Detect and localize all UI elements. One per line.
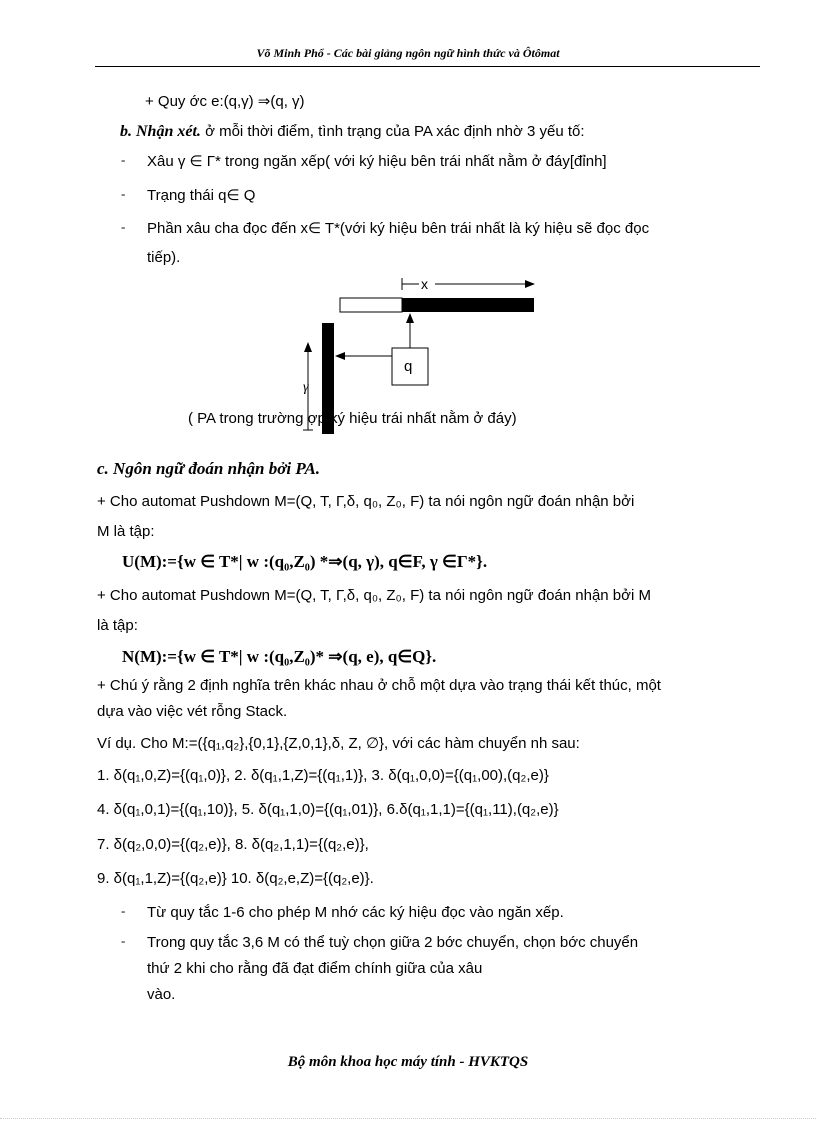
- figure-caption: ( PA trong trường ợp ký hiệu trái nhất nằm ở đáy): [188, 410, 517, 427]
- gamma-label: γ: [303, 380, 309, 395]
- gamma-arrowhead-icon: [304, 342, 312, 352]
- text-line: Trong quy tắc 3,6 M có thể tuỳ chọn giữa 2 bớc chuyển, chọn bớc chuyển: [147, 934, 639, 951]
- section-b-text: ở mỗi thời điểm, tình trạng của PA xác định nhờ 3 yếu tố:: [200, 123, 585, 140]
- definition-n: N(M):={w ∈ T*| w :(q₀,Z₀)* ⇒(q, e), q∈Q}.: [122, 647, 437, 666]
- rule-line: 1. δ(q₁,0,Z)={(q₁,0)}, 2. δ(q₁,1,Z)={(q₁,1)}, 3. δ(q₁,0,0)={(q₁,00),(q₂,e)}: [97, 767, 549, 784]
- text-line: + Cho automat Pushdown M=(Q, T, Γ,δ, q₀, Z₀, F) ta nói ngôn ngữ đoán nhận bởi M: [97, 587, 651, 604]
- head-arrowhead-icon: [406, 313, 414, 323]
- page-header: Võ Minh Phổ - Các bài giảng ngôn ngữ hình thức và Ôtômat: [256, 46, 560, 60]
- page-footer: Bộ môn khoa học máy tính - HVKTQS: [287, 1054, 529, 1070]
- text-line: Phần xâu cha đọc đến x∈ T*(với ký hiệu bên trái nhất là ký hiệu sẽ đọc đọc: [147, 220, 650, 237]
- bullet-dash: -: [121, 152, 126, 167]
- text-line: + Quy ớc e:(q,γ) ⇒(q, γ): [145, 93, 305, 110]
- section-b-heading: b. Nhận xét.: [120, 123, 201, 140]
- rule-line: 9. δ(q₁,1,Z)={(q₂,e)} 10. δ(q₂,e,Z)={(q₂,e)}.: [97, 870, 374, 887]
- definition-u: U(M):={w ∈ T*| w :(q₀,Z₀) *⇒(q, γ), q∈F, γ ∈Γ*}.: [122, 552, 488, 571]
- text-line: thứ 2 khi cho rằng đã đạt điểm chính giữa của xâu: [147, 960, 483, 977]
- example-intro: Ví dụ. Cho M:=({q₁,q₂},{0,1},{Z,0,1},δ, Z, ∅}, với các hàm chuyển nh sau:: [97, 735, 580, 752]
- page-bottom-rule: [0, 1118, 816, 1119]
- text-line: + Cho automat Pushdown M=(Q, T, Γ,δ, q₀, Z₀, F) ta nói ngôn ngữ đoán nhận bởi: [97, 493, 635, 510]
- section-c-heading: c. Ngôn ngữ đoán nhận bởi PA.: [97, 459, 321, 478]
- bullet-dash: -: [121, 903, 126, 918]
- text-line: tiếp).: [147, 249, 181, 266]
- bullet-dash: -: [121, 933, 126, 948]
- text-line: Từ quy tắc 1-6 cho phép M nhớ các ký hiệu đọc vào ngăn xếp.: [147, 904, 564, 921]
- text-line: Xâu γ ∈ Γ* trong ngăn xếp( với ký hiệu bên trái nhất nằm ở đáy[đỉnh]: [147, 153, 607, 170]
- x-arrowhead-icon: [525, 280, 535, 288]
- x-label: x: [421, 276, 428, 292]
- tape-read-part: [340, 298, 402, 312]
- header-rule: [95, 66, 760, 67]
- tape-unread-part: [402, 298, 534, 312]
- rule-line: 7. δ(q₂,0,0)={(q₂,e)}, 8. δ(q₂,1,1)={(q₂,e)},: [97, 836, 369, 853]
- text-line: Trạng thái q∈ Q: [147, 187, 256, 204]
- text-line: vào.: [147, 986, 176, 1003]
- bullet-dash: -: [121, 186, 126, 201]
- text-line: [120, 122, 585, 142]
- text-line: dựa vào việc vét rỗng Stack.: [97, 703, 288, 720]
- rule-line: 4. δ(q₁,0,1)={(q₁,10)}, 5. δ(q₁,1,0)={(q₁,01)}, 6.δ(q₁,1,1)={(q₁,11),(q₂,e)}: [97, 801, 559, 818]
- text-line: + Chú ý rằng 2 định nghĩa trên khác nhau ở chỗ một dựa vào trạng thái kết thúc, một: [97, 677, 661, 694]
- text-line: M là tập:: [97, 523, 155, 540]
- stack-arrowhead-icon: [335, 352, 345, 360]
- state-label: q: [404, 358, 413, 375]
- bullet-dash: -: [121, 219, 126, 234]
- text-line: là tập:: [97, 617, 138, 634]
